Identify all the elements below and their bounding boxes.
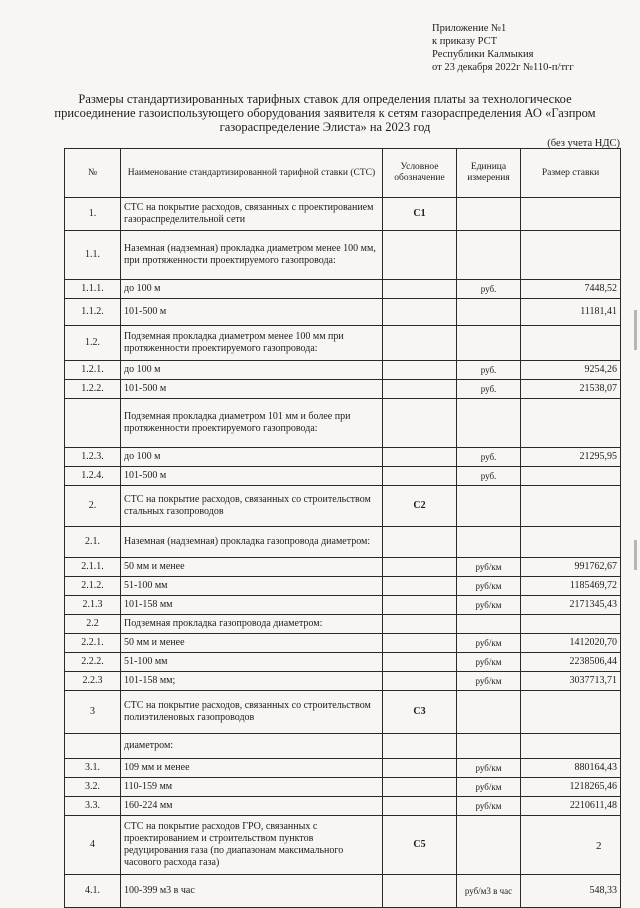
cell-value: 1185469,72 (521, 577, 621, 596)
cell-value (521, 816, 621, 875)
cell-code (383, 615, 457, 634)
cell-unit: руб/км (457, 596, 521, 615)
cell-value: 2238506,44 (521, 653, 621, 672)
cell-num: 2.2.2. (65, 653, 121, 672)
cell-unit (457, 299, 521, 326)
table-row (65, 448, 621, 467)
cell-value: 11181,41 (521, 299, 621, 326)
cell-unit (457, 198, 521, 231)
cell-name: Подземная прокладка диаметром менее 100 мм при протяженности проектируемого газопровода: (121, 326, 383, 361)
cell-unit: руб. (457, 467, 521, 486)
table-row (65, 486, 621, 527)
cell-code: С3 (383, 691, 457, 734)
cell-unit (457, 326, 521, 361)
cell-unit (457, 399, 521, 448)
cell-code: С2 (383, 486, 457, 527)
cell-name: 101-158 мм (121, 596, 383, 615)
cell-num: 1.2. (65, 326, 121, 361)
cell-unit: руб/м3 в час (457, 875, 521, 908)
cell-num (65, 734, 121, 759)
appendix-line-1: Приложение №1 (432, 23, 507, 34)
cell-name: 50 мм и менее (121, 558, 383, 577)
table-header-row (65, 149, 621, 198)
cell-unit: руб. (457, 380, 521, 399)
header-name: Наименование стандартизированной тарифной ставки (СТС) (121, 149, 383, 198)
cell-value: 991762,67 (521, 558, 621, 577)
document-title: Размеры стандартизированных тарифных ставок для определения платы за технологическое присоединение газоиспользующего оборудования заявителя к сетям газораспределения АО «Газпром газораспределение Элиста» на 2023 год (54, 92, 596, 134)
cell-num: 1.2.4. (65, 467, 121, 486)
table-row (65, 558, 621, 577)
cell-name: 51-100 мм (121, 577, 383, 596)
table-row (65, 198, 621, 231)
cell-code (383, 527, 457, 558)
cell-code (383, 577, 457, 596)
table-row (65, 361, 621, 380)
cell-value (521, 198, 621, 231)
cell-value: 2210611,48 (521, 797, 621, 816)
cell-unit (457, 734, 521, 759)
table-row (65, 527, 621, 558)
cell-num: 1.1.1. (65, 280, 121, 299)
cell-name: до 100 м (121, 448, 383, 467)
cell-code: С1 (383, 198, 457, 231)
tariff-rates-table (64, 148, 621, 908)
cell-num: 1.2.1. (65, 361, 121, 380)
cell-unit (457, 527, 521, 558)
cell-value: 21538,07 (521, 380, 621, 399)
table-row (65, 778, 621, 797)
cell-value (521, 615, 621, 634)
cell-num: 1.2.2. (65, 380, 121, 399)
cell-name: 160-224 мм (121, 797, 383, 816)
cell-name: СТС на покрытие расходов ГРО, связанных с проектированием и строительством пунктов редуцирования газа (по диапазонам максимального часового расхода газа) (121, 816, 383, 875)
cell-value (521, 467, 621, 486)
table-row (65, 797, 621, 816)
cell-name: 101-500 м (121, 380, 383, 399)
cell-unit: руб/км (457, 759, 521, 778)
cell-code (383, 875, 457, 908)
cell-name: СТС на покрытие расходов, связанных с проектированием газораспределительной сети (121, 198, 383, 231)
table-row (65, 816, 621, 875)
table-row (65, 634, 621, 653)
cell-unit: руб/км (457, 797, 521, 816)
cell-unit (457, 486, 521, 527)
cell-value: 1218265,46 (521, 778, 621, 797)
cell-num: 2.2.3 (65, 672, 121, 691)
cell-unit (457, 691, 521, 734)
cell-unit (457, 615, 521, 634)
page-number: 2 (596, 840, 602, 852)
cell-value (521, 527, 621, 558)
cell-num (65, 399, 121, 448)
table-row (65, 734, 621, 759)
cell-name: Наземная (надземная) прокладка диаметром менее 100 мм, при протяженности проектируемого газопровода: (121, 231, 383, 280)
table-row (65, 399, 621, 448)
cell-unit: руб. (457, 361, 521, 380)
cell-num: 1. (65, 198, 121, 231)
table-row (65, 577, 621, 596)
cell-name: 51-100 мм (121, 653, 383, 672)
table-row (65, 615, 621, 634)
cell-name: 101-158 мм; (121, 672, 383, 691)
cell-value: 548,33 (521, 875, 621, 908)
cell-num: 2.2.1. (65, 634, 121, 653)
cell-name: 109 мм и менее (121, 759, 383, 778)
cell-num: 1.1. (65, 231, 121, 280)
cell-value (521, 326, 621, 361)
cell-unit: руб/км (457, 558, 521, 577)
cell-code (383, 399, 457, 448)
cell-name: 101-500 м (121, 299, 383, 326)
table-row (65, 759, 621, 778)
table-row (65, 380, 621, 399)
table-row (65, 231, 621, 280)
table-row (65, 280, 621, 299)
cell-code (383, 759, 457, 778)
cell-num: 2.1. (65, 527, 121, 558)
cell-num: 3 (65, 691, 121, 734)
appendix-block (432, 22, 632, 74)
cell-unit: руб/км (457, 653, 521, 672)
cell-code (383, 653, 457, 672)
cell-code (383, 231, 457, 280)
cell-value (521, 399, 621, 448)
cell-value: 880164,43 (521, 759, 621, 778)
cell-unit: руб/км (457, 778, 521, 797)
cell-code (383, 361, 457, 380)
header-num: № (65, 149, 121, 198)
cell-name: 110-159 мм (121, 778, 383, 797)
header-value: Размер ставки (521, 149, 621, 198)
cell-num: 4.1. (65, 875, 121, 908)
cell-code (383, 734, 457, 759)
cell-code (383, 448, 457, 467)
cell-unit: руб/км (457, 634, 521, 653)
cell-name: СТС на покрытие расходов, связанных со строительством полиэтиленовых газопроводов (121, 691, 383, 734)
cell-code (383, 634, 457, 653)
cell-name: 50 мм и менее (121, 634, 383, 653)
cell-value (521, 231, 621, 280)
appendix-line-2: к приказу РСТ (432, 36, 498, 47)
table-row (65, 596, 621, 615)
cell-name: Наземная (надземная) прокладка газопровода диаметром: (121, 527, 383, 558)
cell-name: СТС на покрытие расходов, связанных со строительством стальных газопроводов (121, 486, 383, 527)
table-row (65, 875, 621, 908)
cell-num: 2.1.1. (65, 558, 121, 577)
cell-code (383, 326, 457, 361)
cell-num: 1.1.2. (65, 299, 121, 326)
table-row (65, 467, 621, 486)
cell-code (383, 467, 457, 486)
cell-num: 2.2 (65, 615, 121, 634)
cell-value: 9254,26 (521, 361, 621, 380)
cell-unit: руб/км (457, 672, 521, 691)
cell-code (383, 778, 457, 797)
cell-unit: руб/км (457, 577, 521, 596)
cell-code (383, 558, 457, 577)
header-code: Условное обозначение (383, 149, 457, 198)
cell-name: 100-399 м3 в час (121, 875, 383, 908)
cell-name: до 100 м (121, 361, 383, 380)
cell-value (521, 486, 621, 527)
cell-name: Подземная прокладка диаметром 101 мм и более при протяженности проектируемого газопровода: (121, 399, 383, 448)
cell-value (521, 734, 621, 759)
cell-name: диаметром: (121, 734, 383, 759)
table-row (65, 326, 621, 361)
cell-num: 3.1. (65, 759, 121, 778)
cell-code (383, 596, 457, 615)
cell-code (383, 797, 457, 816)
cell-name: до 100 м (121, 280, 383, 299)
table-row (65, 299, 621, 326)
cell-num: 2.1.3 (65, 596, 121, 615)
cell-num: 3.2. (65, 778, 121, 797)
table-row (65, 691, 621, 734)
cell-unit: руб. (457, 448, 521, 467)
cell-value: 3037713,71 (521, 672, 621, 691)
cell-name: 101-500 м (121, 467, 383, 486)
cell-code (383, 672, 457, 691)
header-unit: Единица измерения (457, 149, 521, 198)
cell-unit (457, 816, 521, 875)
cell-code (383, 380, 457, 399)
cell-value: 2171345,43 (521, 596, 621, 615)
cell-unit: руб. (457, 280, 521, 299)
scan-margin-mark (634, 310, 637, 350)
cell-value (521, 691, 621, 734)
vat-note: (без учета НДС) (547, 138, 620, 149)
cell-num: 4 (65, 816, 121, 875)
appendix-line-4: от 23 декабря 2022г №110-п/тгг (432, 62, 574, 73)
cell-code: С5 (383, 816, 457, 875)
table-row (65, 672, 621, 691)
appendix-line-3: Республики Калмыкия (432, 49, 534, 60)
cell-num: 2. (65, 486, 121, 527)
scan-margin-mark (634, 540, 637, 570)
cell-value: 7448,52 (521, 280, 621, 299)
cell-num: 1.2.3. (65, 448, 121, 467)
table-row (65, 653, 621, 672)
cell-unit (457, 231, 521, 280)
cell-num: 3.3. (65, 797, 121, 816)
table-body (65, 198, 621, 908)
cell-value: 1412020,70 (521, 634, 621, 653)
cell-value: 21295,95 (521, 448, 621, 467)
cell-code (383, 299, 457, 326)
cell-num: 2.1.2. (65, 577, 121, 596)
cell-code (383, 280, 457, 299)
cell-name: Подземная прокладка газопровода диаметром: (121, 615, 383, 634)
